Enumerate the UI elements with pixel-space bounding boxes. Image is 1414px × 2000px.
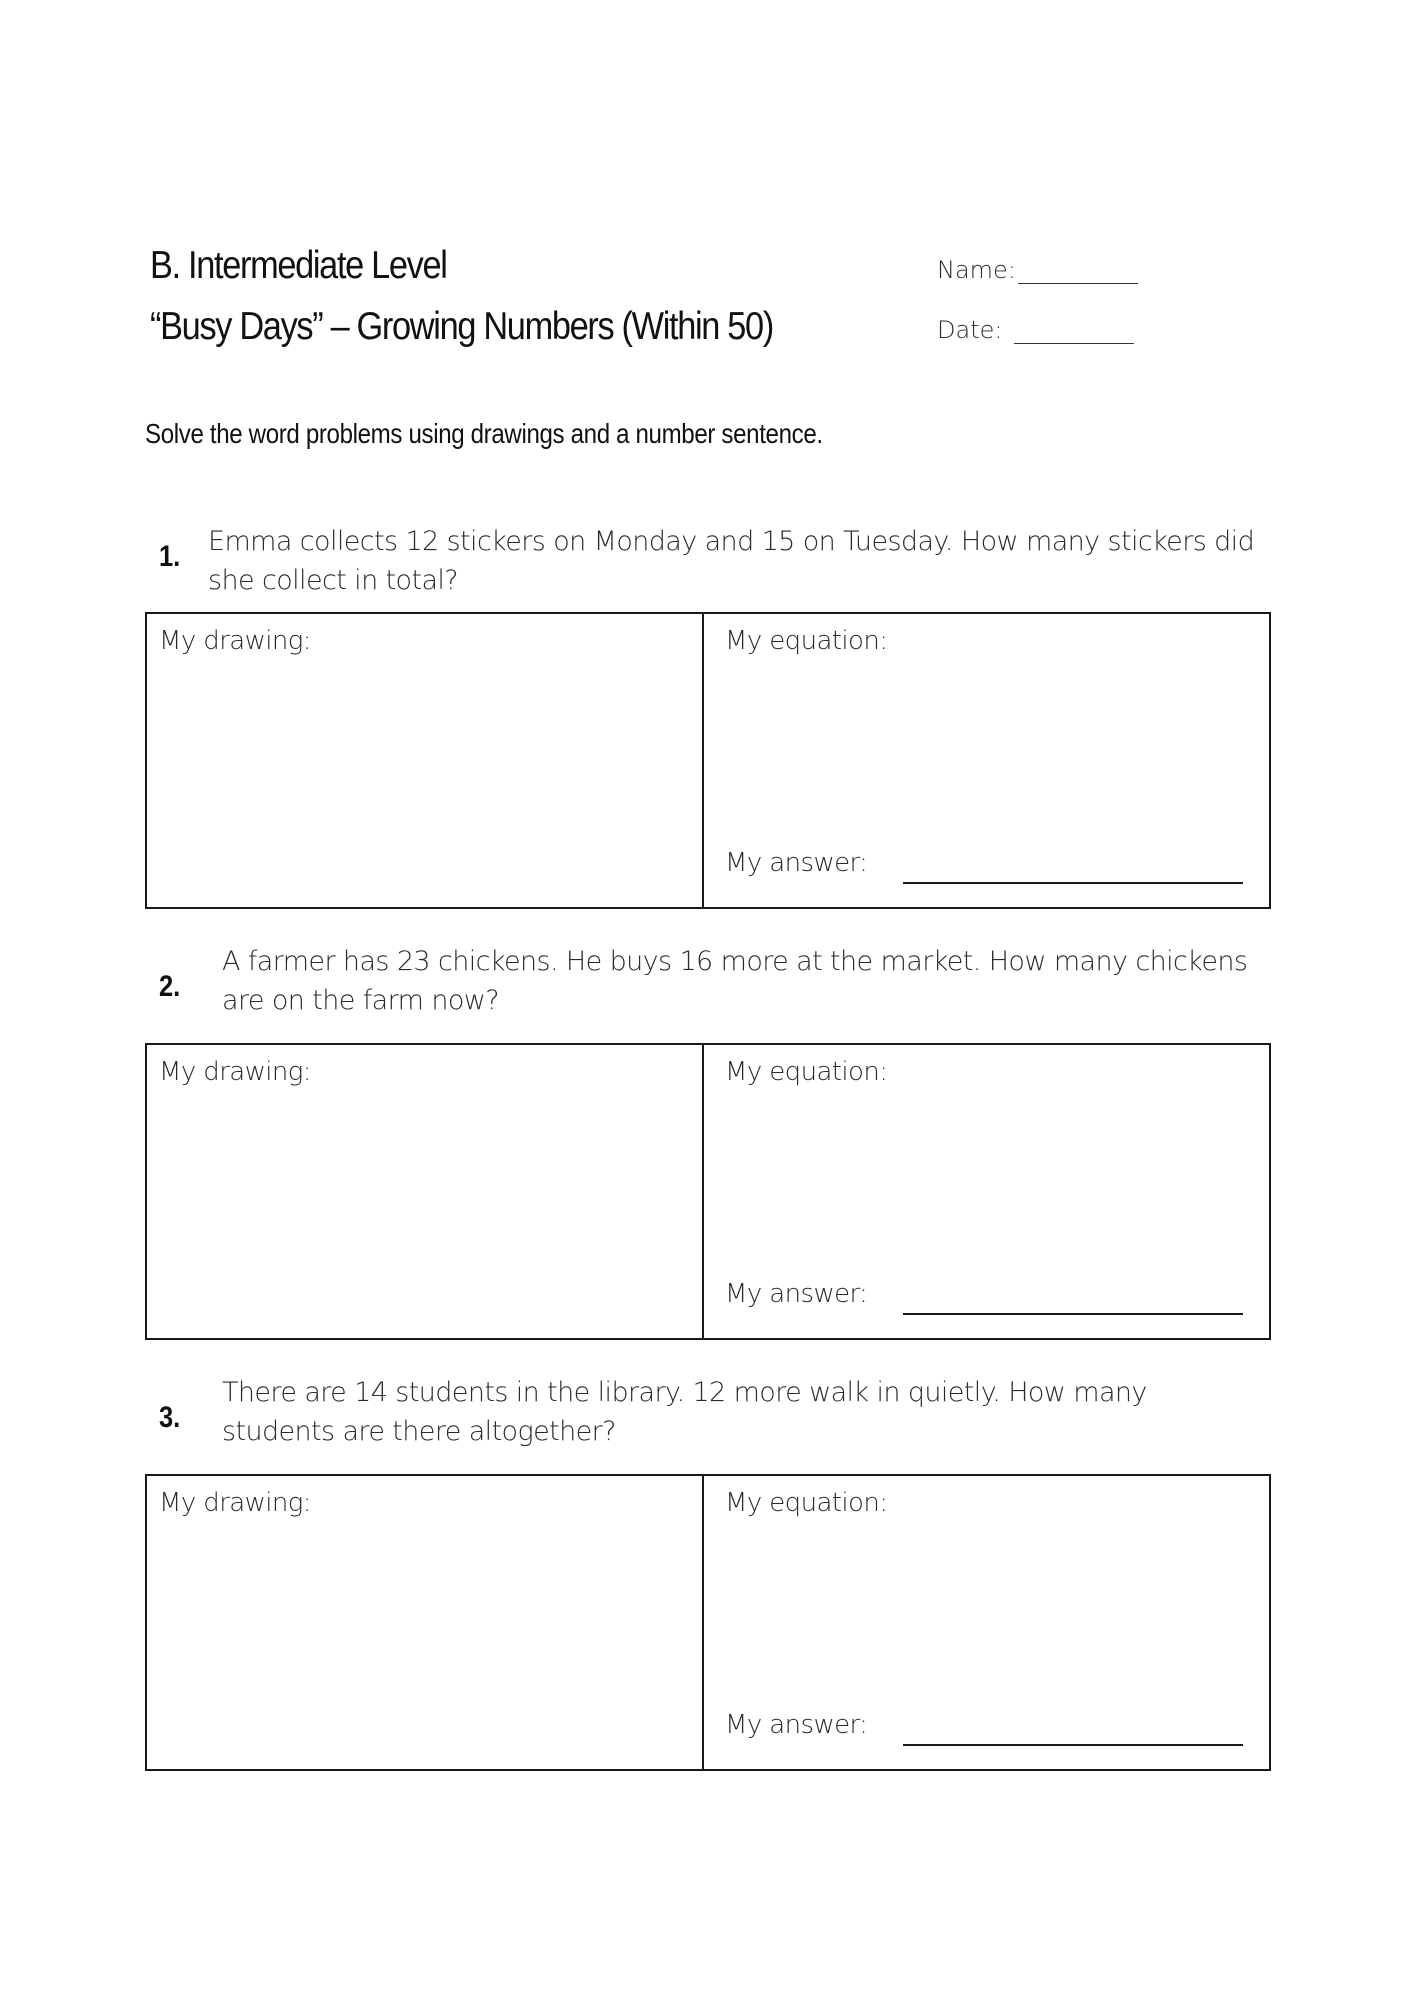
problem-text-line: students are there altogether?: [222, 1416, 616, 1447]
date-field[interactable]: [937, 316, 1134, 344]
equation-label: My equation:: [725, 626, 888, 656]
equation-label: My equation:: [725, 1057, 888, 1087]
drawing-label: My drawing:: [159, 1057, 311, 1087]
answer-label: My answer:: [725, 1710, 868, 1740]
problem-number: 3.: [159, 1401, 181, 1434]
drawing-label: My drawing:: [159, 1488, 311, 1518]
box-divider: [702, 1045, 704, 1338]
answer-blank-line[interactable]: [903, 1744, 1243, 1746]
date-blank-line[interactable]: [1014, 321, 1134, 344]
name-field[interactable]: [937, 256, 1138, 284]
work-box: [145, 1474, 1271, 1771]
problem-number: 2.: [159, 970, 181, 1003]
answer-label: My answer:: [725, 848, 868, 878]
name-label: Name:: [937, 256, 1016, 284]
problem-text-line: are on the farm now?: [222, 985, 499, 1016]
work-box: [145, 612, 1271, 909]
level-heading: B. Intermediate Level: [150, 244, 447, 287]
drawing-label: My drawing:: [159, 626, 311, 656]
problem-text-line: A farmer has 23 chickens. He buys 16 more at the market. How many chickens: [222, 946, 1248, 977]
problem-text: [222, 1373, 1322, 1451]
work-box: [145, 1043, 1271, 1340]
date-label: Date:: [937, 316, 1003, 344]
problem-text-line: Emma collects 12 stickers on Monday and 15 on Tuesday. How many stickers did: [208, 526, 1255, 557]
problem-number: 1.: [159, 540, 181, 573]
answer-blank-line[interactable]: [903, 882, 1243, 884]
answer-blank-line[interactable]: [903, 1313, 1243, 1315]
worksheet-title: “Busy Days” – Growing Numbers (Within 50): [150, 305, 773, 348]
name-blank-line[interactable]: [1018, 261, 1138, 284]
problem-text: [208, 522, 1308, 600]
problem-text-line: There are 14 students in the library. 12 more walk in quietly. How many: [222, 1377, 1147, 1408]
answer-label: My answer:: [725, 1279, 868, 1309]
equation-label: My equation:: [725, 1488, 888, 1518]
problem-text-line: she collect in total?: [208, 565, 459, 596]
box-divider: [702, 1476, 704, 1769]
problem-text: [222, 942, 1322, 1020]
box-divider: [702, 614, 704, 907]
instruction-text: Solve the word problems using drawings and a number sentence.: [145, 418, 823, 449]
